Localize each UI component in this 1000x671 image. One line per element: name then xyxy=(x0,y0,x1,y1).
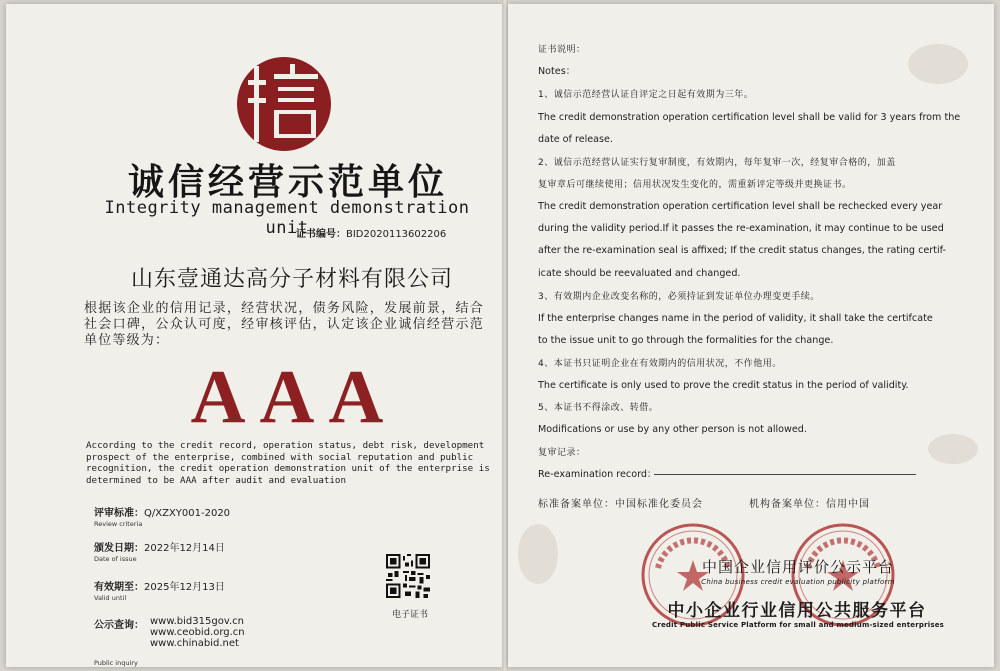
note-line: 2、诚信示范经营认证实行复审制度，有效期内，每年复审一次，经复审合格的，加盖 xyxy=(538,158,896,168)
note-line: 证书说明： xyxy=(538,45,586,55)
note-line: The credit demonstration operation certification level shall be rechecked every year xyxy=(538,201,943,212)
certificate-back-page xyxy=(508,4,994,667)
review-criteria-sub: Review criteria xyxy=(94,520,143,528)
note-line: Modifications or use by any other person is not allowed. xyxy=(538,424,807,435)
filing-standard-unit: 标准备案单位：中国标准化委员会 xyxy=(538,499,703,510)
inquiry-site-link[interactable]: www.chinabid.net xyxy=(150,638,239,649)
company-name: 山东壹通达高分子材料有限公司 xyxy=(130,267,453,292)
title-english: Integrity management demonstration unit xyxy=(104,198,470,238)
public-inquiry-label: 公示查询： xyxy=(94,620,144,631)
qr-code-icon xyxy=(386,554,430,598)
note-line: The certificate is only used to prove the credit status in the period of validity. xyxy=(538,380,909,391)
certificate-number-label: 证书编号： xyxy=(296,229,346,240)
inquiry-sites xyxy=(150,616,245,649)
platform-name-2: 中小企业行业信用公共服务平台 xyxy=(667,601,927,621)
inquiry-site-link[interactable]: www.bid315gov.cn xyxy=(150,616,244,627)
certificate-front-page xyxy=(6,4,502,667)
inquiry-site-link[interactable]: www.ceobid.org.cn xyxy=(150,627,245,638)
certificate-number xyxy=(296,225,446,240)
valid-until-label: 有效期至： xyxy=(94,582,144,593)
review-criteria-label: 评审标准： xyxy=(94,508,144,519)
note-line: If the enterprise changes name in the period of validity, it shall take the certifcate xyxy=(538,313,933,324)
note-line: Notes： xyxy=(538,66,576,77)
note-line: during the validity period.If it passes the re-examination, it may continue to be used xyxy=(538,223,944,234)
platform-name-1-english: China business credit evaluation publicity platform xyxy=(701,578,895,586)
review-criteria xyxy=(94,504,230,528)
filing-units xyxy=(538,495,870,510)
public-inquiry-sub: Public inquiry xyxy=(94,659,138,667)
re-examination-line xyxy=(654,474,916,475)
issue-date-value: 2022年12月14日 xyxy=(144,543,225,554)
issue-date xyxy=(94,539,225,563)
note-line: The credit demonstration operation certification level shall be valid for 3 years from the xyxy=(538,112,961,123)
issue-date-label: 颁发日期： xyxy=(94,543,144,554)
note-line: 3、有效期内企业改变名称的，必须持证到发证单位办理变更手续。 xyxy=(538,292,820,302)
review-criteria-value: Q/XZXY001-2020 xyxy=(144,508,231,519)
electronic-certificate-label: 电子证书 xyxy=(392,610,429,620)
valid-until xyxy=(94,578,225,602)
title-chinese: 诚信经营示范单位 xyxy=(127,162,448,203)
public-inquiry xyxy=(94,616,245,649)
filing-organization-unit: 机构备案单位：信用中国 xyxy=(749,499,870,510)
integrity-logo-icon xyxy=(234,54,334,154)
note-line: 4、本证书只证明企业在有效期内的信用状况，不作他用。 xyxy=(538,359,782,369)
note-line: Re-examination record： xyxy=(538,469,657,480)
issue-date-sub: Date of issue xyxy=(94,555,137,563)
note-line: date of release. xyxy=(538,134,614,145)
platform-name-2-english: Credit Public Service Platform for small and medium-sized enterprises xyxy=(651,621,945,629)
certificate-number-value: BID2020113602206 xyxy=(346,229,447,240)
note-line: 复审记录： xyxy=(538,448,586,458)
note-line: 1、诚信示范经营认证自评定之日起有效期为三年。 xyxy=(538,90,754,100)
note-line: 5、本证书不得涂改、转借。 xyxy=(538,403,659,413)
note-line: icate should be reevaluated and changed. xyxy=(538,268,741,279)
note-line: after the re-examination seal is affixed; If the credit status changes, the rating certif- xyxy=(538,245,946,256)
rating-grade: AAA xyxy=(190,355,398,439)
platform-name-1: 中国企业信用评价公示平台 xyxy=(701,558,894,576)
description-chinese: 根据该企业的信用记录，经营状况，债务风险，发展前景，结合社会口碑，公众认可度，经审核评估，认定该企业诚信经营示范单位等级为： xyxy=(84,301,484,348)
valid-until-value: 2025年12月13日 xyxy=(144,582,225,593)
note-line: 复审章后可继续使用；信用状况发生变化的，需重新评定等级并更换证书。 xyxy=(538,180,852,190)
valid-until-sub: Valid until xyxy=(94,594,127,602)
description-english: According to the credit record, operation status, debt risk, development prospect of the enterprise, combined with social reputation and public recognition, the credit operation demonstration unit of the enterprise is determined to be AAA after audit and evaluation xyxy=(86,440,490,486)
note-line: to the issue unit to go through the formalities for the change. xyxy=(538,335,834,346)
paper-stain xyxy=(518,524,558,584)
